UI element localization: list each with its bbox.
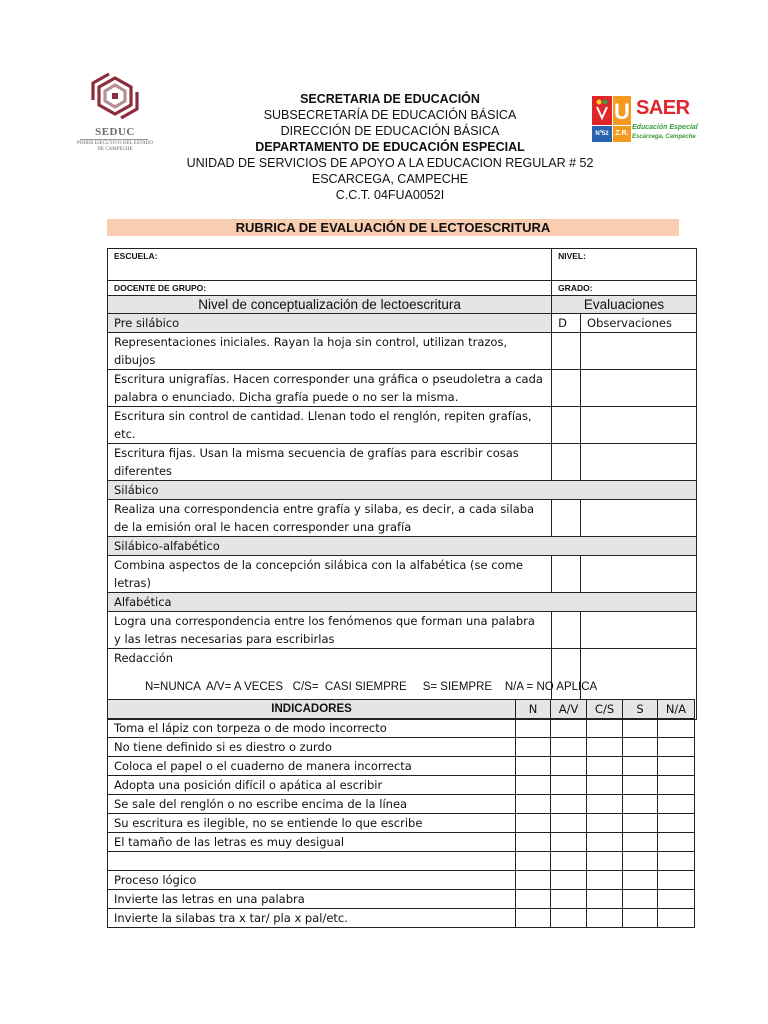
rating-cell-na[interactable] bbox=[657, 852, 694, 871]
rating-cell-s[interactable] bbox=[623, 795, 658, 814]
indicator-label: Coloca el papel o el cuaderno de manera incorrecta bbox=[108, 757, 516, 776]
eval-d-cell[interactable] bbox=[552, 407, 581, 444]
observaciones-cell[interactable] bbox=[581, 556, 697, 593]
rating-cell-av[interactable] bbox=[551, 776, 587, 795]
rating-cell-na[interactable] bbox=[657, 776, 694, 795]
eval-d-cell[interactable] bbox=[552, 500, 581, 537]
rating-cell-s[interactable] bbox=[623, 814, 658, 833]
indicator-row bbox=[108, 909, 695, 928]
header-cct: C.C.T. 04FUA0052I bbox=[335, 188, 445, 202]
col-header-observaciones: Observaciones bbox=[581, 314, 697, 333]
rating-cell-cs[interactable] bbox=[587, 776, 623, 795]
rubric-row: Escritura fijas. Usan la misma secuencia de grafías para escribir cosas diferentes bbox=[108, 444, 552, 481]
rating-cell-cs[interactable] bbox=[587, 738, 623, 757]
rating-cell-s[interactable] bbox=[623, 757, 658, 776]
header-unidad: UNIDAD DE SERVICIOS DE APOYO A LA EDUCACION REGULAR # 52 bbox=[186, 156, 594, 170]
indicator-row bbox=[108, 890, 695, 909]
indicator-label: Proceso lógico bbox=[108, 871, 516, 890]
indicator-label: Su escritura es ilegible, no se entiende lo que escribe bbox=[108, 814, 516, 833]
rating-cell-na[interactable] bbox=[657, 719, 694, 738]
indicator-row bbox=[108, 738, 695, 757]
rating-cell-na[interactable] bbox=[657, 833, 694, 852]
rating-cell-s[interactable] bbox=[623, 909, 658, 928]
indicator-row bbox=[108, 833, 695, 852]
rating-cell-na[interactable] bbox=[657, 757, 694, 776]
rating-cell-av[interactable] bbox=[551, 757, 587, 776]
rating-cell-av[interactable] bbox=[551, 871, 587, 890]
observaciones-cell[interactable] bbox=[581, 407, 697, 444]
indicator-label: Se sale del renglón o no escribe encima de la línea bbox=[108, 795, 516, 814]
rating-cell-cs[interactable] bbox=[587, 757, 623, 776]
rating-cell-cs[interactable] bbox=[587, 795, 623, 814]
header-subsecretaria: SUBSECRETARÍA DE EDUCACIÓN BÁSICA bbox=[263, 108, 517, 122]
header-departamento: DEPARTAMENTO DE EDUCACIÓN ESPECIAL bbox=[255, 140, 525, 154]
rating-cell-cs[interactable] bbox=[587, 890, 623, 909]
rating-cell-na[interactable] bbox=[657, 814, 694, 833]
indicator-label: Adopta una posición difícil o apática al escribir bbox=[108, 776, 516, 795]
rating-cell-s[interactable] bbox=[623, 738, 658, 757]
field-grado[interactable]: GRADO: bbox=[552, 281, 697, 296]
field-escuela[interactable]: ESCUELA: bbox=[108, 249, 552, 281]
indicator-row bbox=[108, 871, 695, 890]
rating-cell-na[interactable] bbox=[657, 795, 694, 814]
rating-cell-na[interactable] bbox=[657, 738, 694, 757]
rating-cell-av[interactable] bbox=[551, 719, 587, 738]
rubric-row: Representaciones iniciales. Rayan la hoja sin control, utilizan trazos, dibujos bbox=[108, 333, 552, 370]
usaer-location: Escárcega, Campeche bbox=[632, 134, 696, 140]
eval-d-cell[interactable] bbox=[552, 370, 581, 407]
rating-cell-cs[interactable] bbox=[587, 719, 623, 738]
observaciones-cell[interactable] bbox=[581, 444, 697, 481]
rating-cell-av[interactable] bbox=[551, 795, 587, 814]
document-title: RUBRICA DE EVALUACIÓN DE LECTOESCRITURA bbox=[107, 219, 679, 236]
rating-cell-av[interactable] bbox=[551, 890, 587, 909]
indicator-label bbox=[108, 852, 516, 871]
rating-cell-s[interactable] bbox=[623, 776, 658, 795]
seduc-logo-subtitle: PODER EJECUTIVO DEL ESTADO DE CAMPECHE bbox=[77, 141, 153, 152]
observaciones-cell[interactable] bbox=[581, 333, 697, 370]
col-header-n: N bbox=[516, 700, 551, 719]
rating-cell-n[interactable] bbox=[516, 757, 551, 776]
rating-cell-n[interactable] bbox=[516, 852, 551, 871]
header-ciudad: ESCARCEGA, CAMPECHE bbox=[311, 172, 469, 186]
rating-cell-av[interactable] bbox=[551, 814, 587, 833]
col-header-s: S bbox=[623, 700, 658, 719]
rating-cell-s[interactable] bbox=[623, 833, 658, 852]
field-nivel[interactable]: NIVEL: bbox=[552, 249, 697, 281]
indicator-row bbox=[108, 795, 695, 814]
indicator-label: Toma el lápiz con torpeza o de modo incorrecto bbox=[108, 719, 516, 738]
indicator-label: Invierte la silabas tra x tar/ pla x pal/etc. bbox=[108, 909, 516, 928]
indicator-row bbox=[108, 852, 695, 871]
usaer-letter: U bbox=[614, 99, 630, 124]
indicator-label: Invierte las letras en una palabra bbox=[108, 890, 516, 909]
rating-cell-s[interactable] bbox=[623, 719, 658, 738]
usaer-zone: Z.R. bbox=[615, 130, 629, 137]
rating-cell-n[interactable] bbox=[516, 871, 551, 890]
rating-cell-cs[interactable] bbox=[587, 871, 623, 890]
indicator-label: No tiene definido si es diestro o zurdo bbox=[108, 738, 516, 757]
observaciones-cell[interactable] bbox=[581, 500, 697, 537]
col-header-d: D bbox=[552, 314, 581, 333]
eval-d-cell[interactable] bbox=[552, 612, 581, 649]
usaer-logo-name: SAER bbox=[636, 97, 690, 119]
header-secretaria: SECRETARIA DE EDUCACIÓN bbox=[300, 92, 480, 106]
seduc-divider bbox=[80, 139, 148, 140]
col-header-nivel: Nivel de conceptualización de lectoescritura bbox=[108, 296, 552, 314]
eval-d-cell[interactable] bbox=[552, 444, 581, 481]
rubric-row: Escritura sin control de cantidad. Llenan todo el renglón, repiten grafías, etc. bbox=[108, 407, 552, 444]
indicator-label: El tamaño de las letras es muy desigual bbox=[108, 833, 516, 852]
usaer-unit-number: Nº52 bbox=[595, 131, 609, 137]
scale-legend: N=NUNCA A/V= A VECES C/S= CASI SIEMPRE S= SIEMPRE N/A = NO APLICA bbox=[145, 681, 598, 693]
rating-cell-av[interactable] bbox=[551, 852, 587, 871]
observaciones-cell[interactable] bbox=[581, 612, 697, 649]
rating-cell-n[interactable] bbox=[516, 890, 551, 909]
indicator-row bbox=[108, 814, 695, 833]
indicators-table bbox=[107, 699, 695, 928]
rubric-row: Combina aspectos de la concepción silábica con la alfabética (se come letras) bbox=[108, 556, 552, 593]
indicator-row bbox=[108, 719, 695, 738]
rating-cell-s[interactable] bbox=[623, 852, 658, 871]
rubric-row: Logra una correspondencia entre los fenómenos que forman una palabra y las letras necesarias para escribirlas bbox=[108, 612, 552, 649]
indicator-row bbox=[108, 757, 695, 776]
col-header-na: N/A bbox=[657, 700, 694, 719]
rating-cell-n[interactable] bbox=[516, 795, 551, 814]
rating-cell-n[interactable] bbox=[516, 719, 551, 738]
rating-cell-n[interactable] bbox=[516, 814, 551, 833]
section-pre-silabico: Pre silábico bbox=[108, 314, 552, 333]
section-silabico: Silábico bbox=[108, 481, 697, 500]
section-alfabetica: Alfabética bbox=[108, 593, 697, 612]
rating-cell-cs[interactable] bbox=[587, 833, 623, 852]
col-header-av: A/V bbox=[551, 700, 587, 719]
rubric-row: Escritura unigrafías. Hacen corresponder una gráfica o pseudoletra a cada palabra o enunciado. Dicha grafía puede o no ser la misma. bbox=[108, 370, 552, 407]
rating-cell-s[interactable] bbox=[623, 890, 658, 909]
rating-cell-n[interactable] bbox=[516, 776, 551, 795]
rating-cell-na[interactable] bbox=[657, 871, 694, 890]
indicator-row bbox=[108, 776, 695, 795]
eval-d-cell[interactable] bbox=[552, 556, 581, 593]
col-header-indicadores: INDICADORES bbox=[108, 700, 516, 719]
field-docente[interactable]: DOCENTE DE GRUPO: bbox=[108, 281, 552, 296]
rating-cell-s[interactable] bbox=[623, 871, 658, 890]
eval-d-cell[interactable] bbox=[552, 333, 581, 370]
rubric-table bbox=[107, 248, 697, 720]
rating-cell-n[interactable] bbox=[516, 833, 551, 852]
col-header-cs: C/S bbox=[587, 700, 623, 719]
rating-cell-n[interactable] bbox=[516, 738, 551, 757]
rating-cell-av[interactable] bbox=[551, 738, 587, 757]
seduc-logo-name: SEDUC bbox=[95, 126, 135, 138]
rubric-row-redaccion: Redacción bbox=[108, 649, 552, 720]
col-header-evaluaciones: Evaluaciones bbox=[552, 296, 697, 314]
rating-cell-av[interactable] bbox=[551, 833, 587, 852]
rating-cell-av[interactable] bbox=[551, 909, 587, 928]
header-direccion: DIRECCIÓN DE EDUCACIÓN BÁSICA bbox=[280, 124, 500, 138]
rating-cell-na[interactable] bbox=[657, 909, 694, 928]
section-silabico-alfabetico: Silábico-alfabético bbox=[108, 537, 697, 556]
rating-cell-na[interactable] bbox=[657, 890, 694, 909]
rating-cell-cs[interactable] bbox=[587, 909, 623, 928]
rating-cell-n[interactable] bbox=[516, 909, 551, 928]
rating-cell-cs[interactable] bbox=[587, 852, 623, 871]
rating-cell-cs[interactable] bbox=[587, 814, 623, 833]
observaciones-cell[interactable] bbox=[581, 370, 697, 407]
usaer-subtitle: Educación Especial bbox=[632, 124, 698, 131]
rubric-row: Realiza una correspondencia entre grafía y silaba, es decir, a cada silaba de la emisión oral le hacen corresponder una grafía bbox=[108, 500, 552, 537]
